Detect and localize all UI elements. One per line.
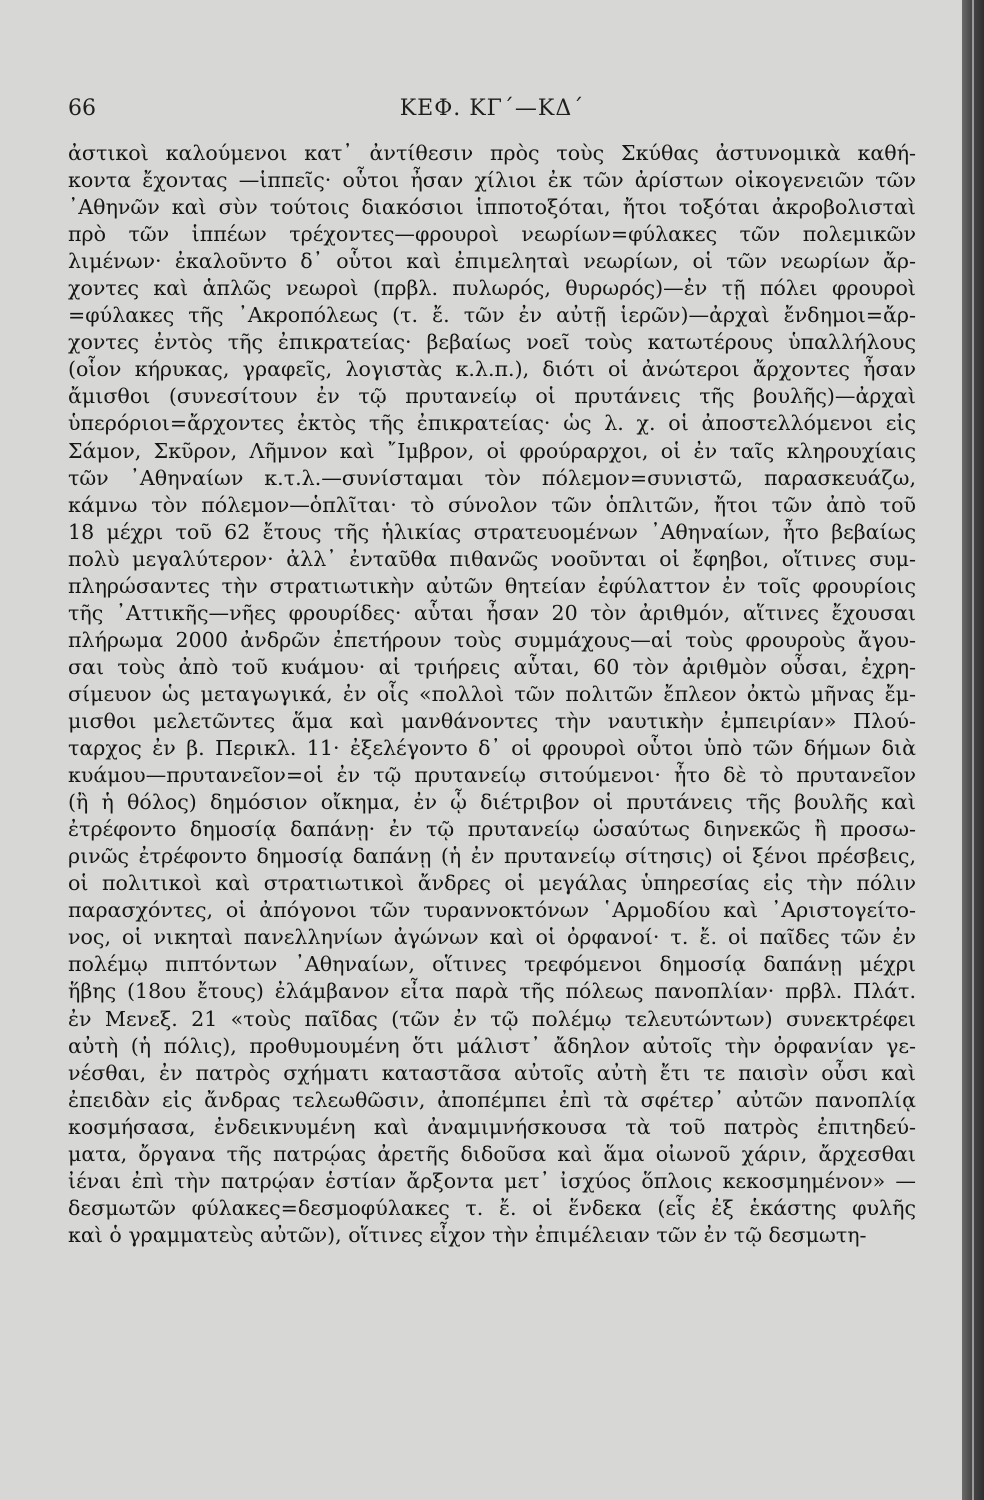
text-line: =φύλακες τῆς ᾽Ακροπόλεως (τ. ἔ. τῶν ἐν αὐτῇ ἱερῶν)—ἀρχαὶ ἔνδημοι=ἄρ- <box>68 303 916 328</box>
text-line: μισθοι μελετῶντες ἅμα καὶ μανθάνοντες τὴν ναυτικὴν ἐμπειρίαν» Πλού- <box>68 708 916 733</box>
text-line: παρασχόντες, οἱ ἀπόγονοι τῶν τυραννοκτόνων ῾Αρμοδίου καὶ ᾽Αριστογείτο- <box>68 898 916 923</box>
text-line: τῆς ᾽Αττικῆς—νῆες φρουρίδες· αὗται ἦσαν 20 τὸν ἀριθμόν, αἵτινες ἔχουσαι <box>68 600 916 625</box>
text-line: δεσμωτῶν φύλακες=δεσμοφύλακες τ. ἔ. οἱ ἕνδεκα (εἷς ἐξ ἑκάστης φυλῆς <box>68 1195 916 1220</box>
text-line: κυάμου—πρυτανεῖον=οἱ ἐν τῷ πρυτανείῳ σιτούμενοι· ἦτο δὲ τὸ πρυτανεῖον <box>68 763 916 788</box>
text-line: σίμευον ὡς μεταγωγικά, ἐν οἷς «πολλοὶ τῶν πολιτῶν ἔπλεον ὀκτὼ μῆνας ἔμ- <box>68 681 916 706</box>
text-line: (οἷον κήρυκας, γραφεῖς, λογιστὰς κ.λ.π.), διότι οἱ ἀνώτεροι ἄρχοντες ἦσαν <box>68 357 916 382</box>
text-line: αὐτὴ (ἡ πόλις), προθυμουμένη ὅτι μάλιστ᾽ ἄδηλον αὐτοῖς τὴν ὀρφανίαν γε- <box>68 1033 916 1058</box>
page-header <box>68 96 916 136</box>
text-line: ἄμισθοι (συνεσίτουν ἐν τῷ πρυτανείῳ οἱ πρυτάνεις τῆς βουλῆς)—ἀρχαὶ <box>68 384 916 409</box>
text-line: ἐτρέφοντο δημοσίᾳ δαπάνῃ· ἐν τῷ πρυτανείῳ ὡσαύτως διηνεκῶς ἢ προσω- <box>68 817 916 842</box>
text-line: κοντα ἔχοντας —ἱππεῖς· οὗτοι ἦσαν χίλιοι ἐκ τῶν ἀρίστων οἰκογενειῶν τῶν <box>68 168 916 193</box>
text-line: χοντες ἐντὸς τῆς ἐπικρατείας· βεβαίως νοεῖ τοὺς κατωτέρους ὑπαλλήλους <box>68 330 916 355</box>
book-edge-line <box>972 0 974 1500</box>
text-line: πλήρωμα 2000 ἀνδρῶν ἐπετήρουν τοὺς συμμάχους—αἱ τοὺς φρουροὺς ἄγου- <box>68 627 916 652</box>
text-line: νος, οἱ νικηταὶ πανελληνίων ἀγώνων καὶ οἱ ὀρφανοί· τ. ἔ. οἱ παῖδες τῶν ἐν <box>68 925 916 950</box>
text-line: ἀστικοὶ καλούμενοι κατ᾽ ἀντίθεσιν πρὸς τοὺς Σκύθας ἀστυνομικὰ καθή- <box>68 141 916 165</box>
text-line: 18 μέχρι τοῦ 62 ἔτους τῆς ἡλικίας στρατευομένων ᾽Αθηναίων, ἦτο βεβαίως <box>68 519 916 544</box>
text-line: Σάμον, Σκῦρον, Λῆμνον καὶ ῎Ιμβρον, οἱ φρούραρχοι, οἱ ἐν ταῖς κληρουχίαις <box>68 438 916 463</box>
text-line: ἰέναι ἐπὶ τὴν πατρῴαν ἑστίαν ἄρξοντα μετ᾽ ἰσχύος ὅπλοις κεκοσμημένον» — <box>68 1168 916 1193</box>
text-line: ρινῶς ἐτρέφοντο δημοσίᾳ δαπάνῃ (ἡ ἐν πρυτανείῳ σίτησις) οἱ ξένοι πρέσβεις, <box>68 844 916 869</box>
text-line: πολέμῳ πιπτόντων ᾽Αθηναίων, οἵτινες τρεφόμενοι δημοσίᾳ δαπάνῃ μέχρι <box>68 952 916 977</box>
text-line: (ἢ ἡ θόλος) δημόσιον οἴκημα, ἐν ᾧ διέτριβον οἱ πρυτάνεις τῆς βουλῆς καὶ <box>68 790 916 815</box>
text-line: νέσθαι, ἐν πατρὸς σχήματι καταστᾶσα αὐτοῖς αὐτὴ ἔτι τε παισὶν οὖσι καὶ <box>68 1060 916 1085</box>
text-line: τῶν ᾽Αθηναίων κ.τ.λ.—συνίσταμαι τὸν πόλεμον=συνιστῶ, παρασκευάζω, <box>68 465 916 490</box>
text-line: οἱ πολιτικοὶ καὶ στρατιωτικοὶ ἄνδρες οἱ μεγάλας ὑπηρεσίας εἰς τὴν πόλιν <box>68 871 916 896</box>
text-line: ἥβης (18ου ἔτους) ἐλάμβανον εἶτα παρὰ τῆς πόλεως πανοπλίαν· πρβλ. Πλάτ. <box>68 979 916 1004</box>
text-line: ἐπειδὰν εἰς ἄνδρας τελεωθῶσιν, ἀποπέμπει ἐπὶ τὰ σφέτερ᾽ αὐτῶν πανοπλίᾳ <box>68 1087 916 1112</box>
text-line: ᾽Αθηνῶν καὶ σὺν τούτοις διακόσιοι ἱπποτοξόται, ἤτοι τοξόται ἀκροβολισταὶ <box>68 195 916 220</box>
text-line: λιμένων· ἐκαλοῦντο δ᾽ οὗτοι καὶ ἐπιμεληταὶ νεωρίων, οἱ τῶν νεωρίων ἄρ- <box>68 249 916 274</box>
text-line: κοσμήσασα, ἐνδεικνυμένη καὶ ἀναμιμνήσκουσα τὰ τοῦ πατρὸς ἐπιτηδεύ- <box>68 1114 916 1139</box>
text-line: ματα, ὄργανα τῆς πατρῴας ἀρετῆς διδοῦσα καὶ ἅμα οἰωνοῦ χάριν, ἄρχεσθαι <box>68 1141 916 1166</box>
text-line: πληρώσαντες τὴν στρατιωτικὴν αὐτῶν θητείαν ἐφύλαττον ἐν τοῖς φρουρίοις <box>68 573 916 598</box>
body-text <box>68 140 916 1249</box>
text-line: πολὺ μεγαλύτερον· ἀλλ᾽ ἐνταῦθα πιθανῶς νοοῦνται οἱ ἔφηβοι, οἵτινες συμ- <box>68 546 916 571</box>
text-line: πρὸ τῶν ἱππέων τρέχοντες—φρουροὶ νεωρίων=φύλακες τῶν πολεμικῶν <box>68 222 916 247</box>
text-line: ταρχος ἐν β. Περικλ. 11· ἐξελέγοντο δ᾽ οἱ φρουροὶ οὗτοι ὑπὸ τῶν δήμων διὰ <box>68 736 916 761</box>
text-line: καὶ ὁ γραμματεὺς αὐτῶν), οἵτινες εἶχον τὴν ἐπιμέλειαν τῶν ἐν τῷ δεσμωτη- <box>68 1222 867 1247</box>
text-line: ἐν Μενεξ. 21 «τοὺς παῖδας (τῶν ἐν τῷ πολέμῳ τελευτώντων) συνεκτρέφει <box>68 1006 916 1031</box>
text-line: ὑπερόριοι=ἄρχοντες ἐκτὸς τῆς ἐπικρατείας· ὡς λ. χ. οἱ ἀποστελλόμενοι εἰς <box>68 411 916 436</box>
text-line: κάμνω τὸν πόλεμον—ὁπλῖται· τὸ σύνολον τῶν ὁπλιτῶν, ἤτοι τῶν ἀπὸ τοῦ <box>68 492 916 517</box>
page-number: 66 <box>68 96 96 121</box>
text-line: σαι τοὺς ἀπὸ τοῦ κυάμου· αἱ τριήρεις αὗται, 60 τὸν ἀριθμὸν οὖσαι, ἐχρη- <box>68 654 916 679</box>
text-line: χοντες καὶ ἁπλῶς νεωροὶ (πρβλ. πυλωρός, θυρωρός)—ἐν τῇ πόλει φρουροὶ <box>68 276 916 301</box>
running-head: ΚΕΦ. ΚΓ΄—ΚΔ΄ <box>399 96 585 121</box>
